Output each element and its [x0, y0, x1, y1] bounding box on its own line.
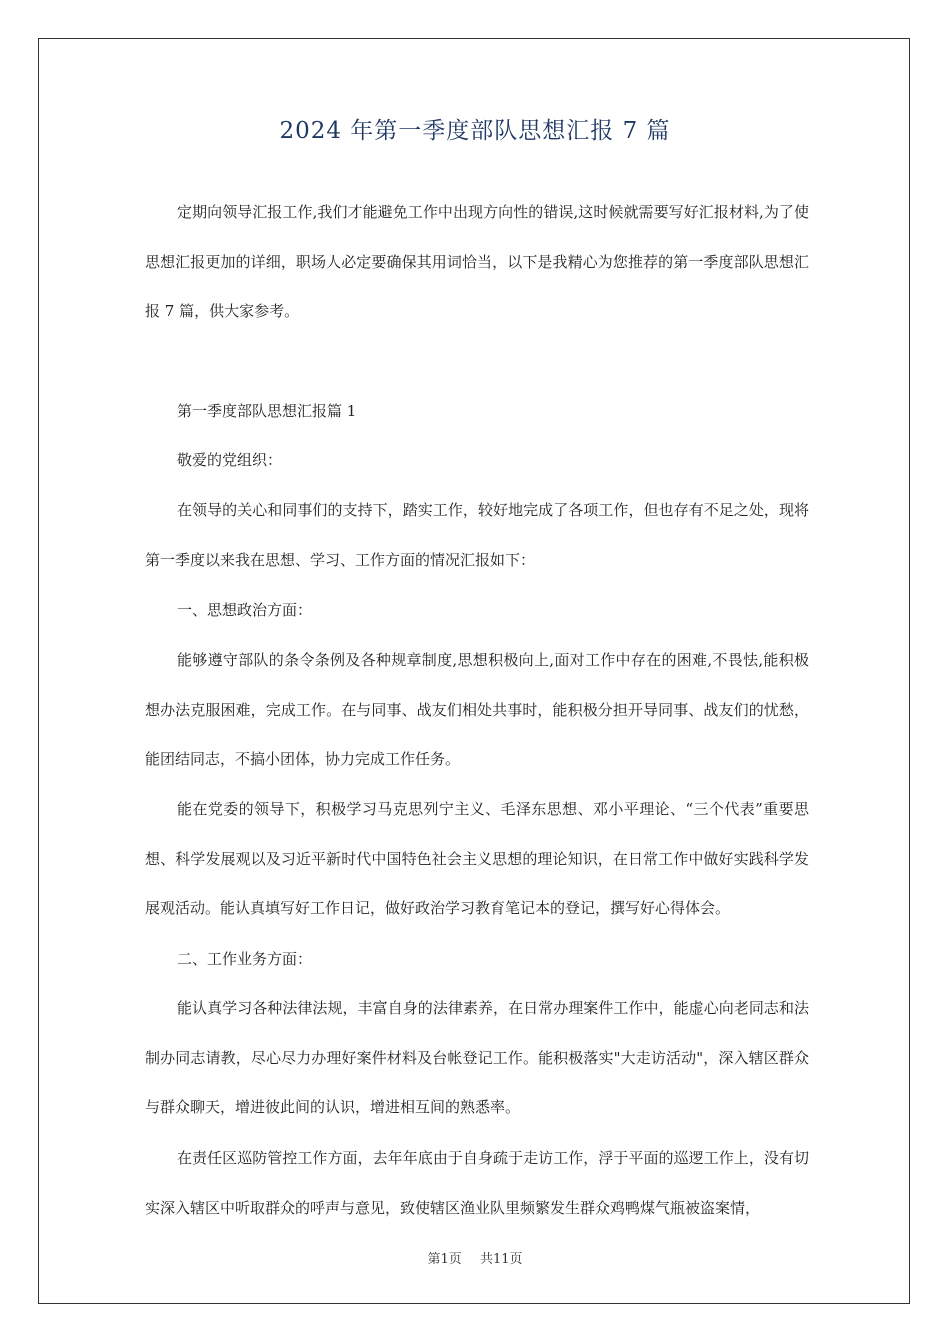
document-title: 2024 年第一季度部队思想汇报 7 篇 [279, 118, 671, 144]
subheading: 二、工作业务方面： [177, 950, 313, 968]
salutation: 敬爱的党组织： [177, 451, 283, 469]
page-total: 共11页 [479, 1252, 523, 1267]
body-paragraph: 能认真学习各种法律法规，丰富自身的法律素养，在日常办理案件工作中，能虚心向老同志和法制办同志请教，尽心尽力办理好案件材料及台帐登记工作。能积极落实"大走访活动"，深入辖区群众与群众聊天，增进彼此间的认识，增进相互间的熟悉率。 [145, 999, 809, 1116]
body-paragraph: 能在党委的领导下，积极学习马克思列宁主义、毛泽东思想、邓小平理论、“三个代表”重要思想、科学发展观以及习近平新时代中国特色社会主义思想的理论知识，在日常工作中做好实践科学发展观活动。能认真填写好工作日记，做好政治学习教育笔记本的登记，撰写好心得体会。 [145, 800, 809, 917]
page-footer [0, 1248, 950, 1267]
body-paragraph: 能够遵守部队的条令条例及各种规章制度,思想积极向上,面对工作中存在的困难,不畏怯,能积极想办法克服困难，完成工作。在与同事、战友们相处共事时，能积极分担开导同事、战友们的忧愁，能团结同志，不搞小团体，协力完成工作任务。 [145, 651, 809, 768]
body-paragraph: 在责任区巡防管控工作方面，去年年底由于自身疏于走访工作，浮于平面的巡逻工作上，没有切实深入辖区中听取群众的呼声与意见，致使辖区渔业队里频繁发生群众鸡鸭煤气瓶被盗案情， [145, 1149, 809, 1217]
body-paragraph: 在领导的关心和同事们的支持下，踏实工作，较好地完成了各项工作，但也存有不足之处，现将第一季度以来我在思想、学习、工作方面的情况汇报如下： [145, 501, 809, 569]
section-heading: 第一季度部队思想汇报篇 1 [177, 402, 357, 420]
subheading: 一、思想政治方面： [177, 601, 313, 619]
page-number: 第1页 [427, 1252, 462, 1267]
intro-paragraph: 定期向领导汇报工作,我们才能避免工作中出现方向性的错误,这时候就需要写好汇报材料,为了使思想汇报更加的详细，职场人必定要确保其用词恰当，以下是我精心为您推荐的第一季度部队思想汇报 7 篇，供大家参考。 [145, 203, 809, 320]
